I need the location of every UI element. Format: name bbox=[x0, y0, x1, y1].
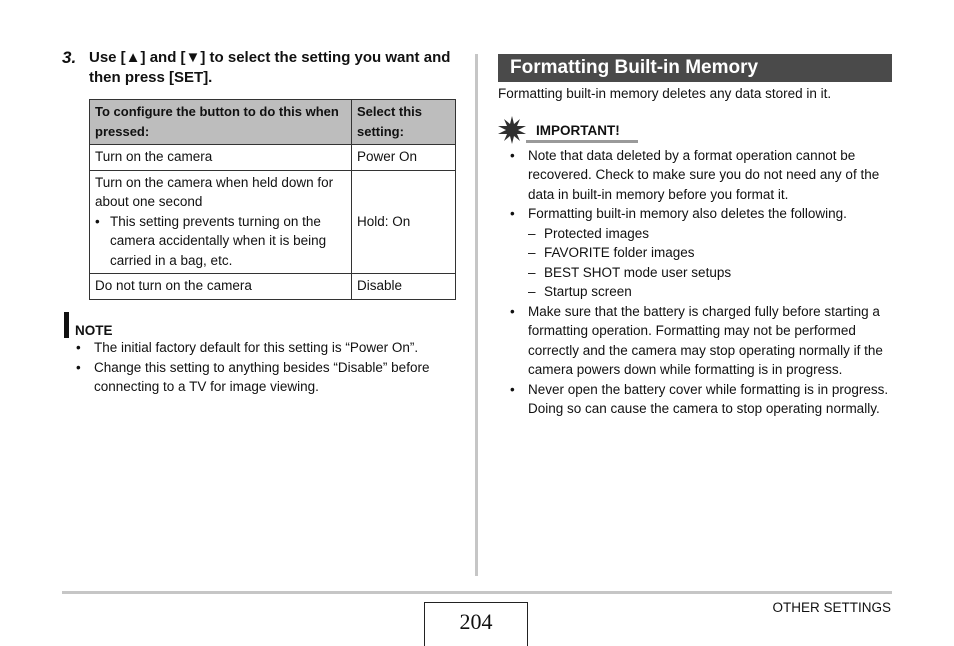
table-cell-setting: Power On bbox=[352, 145, 456, 171]
important-item-text: Never open the battery cover while formatting is in progress. Doing so can cause the camera to stop operating normally. bbox=[528, 381, 889, 416]
note-item-text: The initial factory default for this setting is “Power On”. bbox=[94, 340, 419, 355]
note-list bbox=[76, 338, 456, 397]
list-item bbox=[528, 224, 892, 244]
dash-icon: – bbox=[528, 264, 536, 280]
dash-icon: – bbox=[528, 284, 536, 299]
list-item bbox=[528, 282, 892, 302]
sub-item-text: BEST SHOT mode user setups bbox=[544, 264, 732, 280]
table-header-condition: To configure the button to do this when pressed: bbox=[90, 100, 352, 145]
sub-item-text: FAVORITE folder images bbox=[544, 245, 695, 260]
table-cell-bullet bbox=[95, 212, 346, 271]
bullet-icon: • bbox=[510, 147, 515, 163]
important-heading bbox=[498, 116, 892, 146]
bullet-icon: • bbox=[510, 381, 515, 397]
bullet-icon: • bbox=[76, 359, 81, 375]
note-title: NOTE bbox=[75, 323, 113, 338]
table-row bbox=[90, 145, 456, 171]
sub-item-text: Protected images bbox=[544, 225, 650, 241]
step-number: 3. bbox=[62, 48, 77, 67]
list-item bbox=[76, 358, 456, 397]
footer-section-name: OTHER SETTINGS bbox=[772, 600, 891, 615]
important-underline bbox=[526, 140, 638, 143]
page-number: 204 bbox=[424, 602, 528, 646]
note-bar-icon bbox=[64, 312, 69, 338]
section-title: Formatting Built-in Memory bbox=[498, 54, 892, 82]
table-cell-condition bbox=[90, 170, 352, 274]
settings-table bbox=[89, 99, 456, 300]
important-list-continued bbox=[498, 302, 892, 419]
starburst-icon bbox=[498, 116, 526, 144]
bullet-icon: • bbox=[76, 340, 81, 355]
table-cell-condition-text: Turn on the camera when held down for about one second bbox=[95, 174, 334, 209]
section-intro: Formatting built-in memory deletes any data stored in it. bbox=[498, 86, 832, 101]
important-label: IMPORTANT! bbox=[536, 122, 620, 138]
table-header-setting: Select this setting: bbox=[352, 100, 456, 145]
list-item bbox=[510, 146, 892, 205]
table-cell-setting: Hold: On bbox=[352, 170, 456, 274]
dash-icon: – bbox=[528, 225, 536, 241]
table-cell-condition: Do not turn on the camera bbox=[90, 274, 352, 300]
note-item-text: Change this setting to anything besides “Disable” before connecting to a TV for image viewing. bbox=[94, 359, 430, 394]
dash-icon: – bbox=[528, 245, 536, 260]
step-instruction bbox=[62, 48, 458, 88]
list-item bbox=[528, 243, 892, 263]
important-item-text: Formatting built-in memory also deletes the following. bbox=[528, 206, 847, 221]
list-item bbox=[510, 380, 892, 419]
deleted-items-list bbox=[498, 224, 892, 302]
bullet-icon: • bbox=[510, 206, 515, 221]
bullet-icon: • bbox=[95, 213, 100, 229]
bullet-icon: • bbox=[510, 303, 515, 319]
important-list bbox=[498, 146, 892, 224]
table-row bbox=[90, 274, 456, 300]
list-item bbox=[510, 302, 892, 380]
table-cell-setting: Disable bbox=[352, 274, 456, 300]
list-item bbox=[76, 338, 456, 358]
table-cell-bullet-text: This setting prevents turning on the camera accidentally when it is being carried in a bag, etc. bbox=[110, 213, 327, 268]
column-divider bbox=[475, 54, 478, 576]
table-row bbox=[90, 170, 456, 274]
formatting-section bbox=[498, 54, 892, 419]
list-item bbox=[510, 204, 892, 224]
important-item-text: Make sure that the battery is charged fully before starting a formatting operation. Formatting may not be performed correctly and the camera may stop operating normally if the camera powers down while formatting is in progress. bbox=[528, 303, 883, 377]
sub-item-text: Startup screen bbox=[544, 284, 632, 299]
footer-rule bbox=[62, 591, 892, 594]
step-text: Use [▲] and [▼] to select the setting you want and then press [SET]. bbox=[89, 49, 451, 86]
important-item-text: Note that data deleted by a format operation cannot be recovered. Check to make sure you do not need any of the data in built-in memory before you format it. bbox=[528, 147, 880, 202]
table-header-row bbox=[90, 100, 456, 145]
table-cell-condition: Turn on the camera bbox=[90, 145, 352, 171]
list-item bbox=[528, 263, 892, 283]
